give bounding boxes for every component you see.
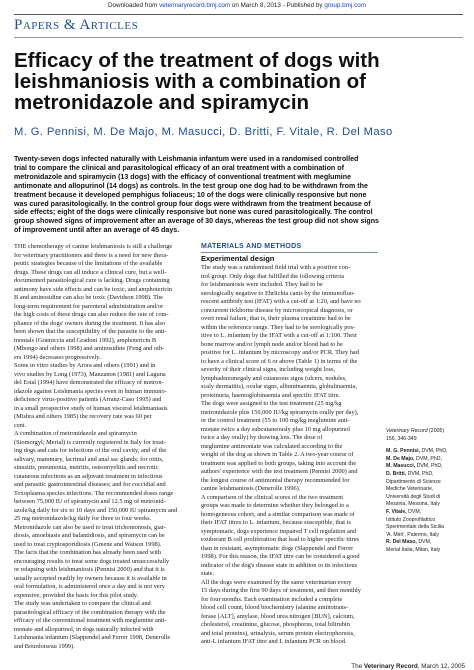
citation-volume: 156, 346-349 [386, 435, 417, 442]
abstract-line: Twenty-seven dogs infected naturally with Leishmania infantum were used in a randomised controlled [14, 155, 359, 163]
middle-column [201, 264, 378, 647]
methods-line: positive for L. infantum by microscopy and/or PCR. They had [201, 349, 359, 356]
methods-line: to have a clinical score of 6 or above (Table 1) in terms of the [201, 357, 358, 365]
sidebar-author-degree: DVM, PhD, [416, 463, 443, 470]
body-line: for veterinary practitioners and there is a need for new thera- [14, 251, 169, 259]
sidebar-affiliation-line: Merial Italia, Milan, Italy [386, 546, 441, 553]
methods-rule [201, 252, 378, 253]
citation [386, 428, 466, 436]
sidebar-author-name: M. De Majo, [386, 455, 415, 462]
methods-line: All the dogs were examined by the same veterinarian every [201, 578, 352, 586]
sidebar-author [386, 471, 466, 479]
footer-journal: Veterinary Record [363, 663, 418, 670]
methods-line: their IFAT titres to L. infantum, because susceptible, that is [201, 519, 351, 526]
methods-line: The dogs were assigned to the test treatment (25 mg/kg [201, 400, 342, 407]
abstract-line: of improvement until after an average of 45 days. [14, 226, 180, 235]
article-sidebar [386, 428, 466, 555]
methods-line: groups was made to determine whether they belonged to a [201, 502, 349, 509]
body-line: The facts that the combination has already been used with [14, 549, 162, 556]
body-line: 25 mg metronidazole/kg daily for three to four weeks. [14, 515, 152, 522]
methods-line: exuberant B cell proliferation that lead to higher specific titres [201, 536, 360, 543]
body-line: salivary, mammary, lacrimal and anal sac glands; for otitis, [14, 455, 164, 463]
sidebar-affiliation-line: Dipartimento di Scienze [386, 478, 441, 485]
methods-line: severity of their clinical signs, including weight loss, [201, 366, 336, 373]
body-line: drugs. These drugs can all induce a clinical cure, but a well- [14, 268, 167, 276]
methods-line: indicator of the dog's disease state in addition to its infectious [201, 561, 358, 569]
top-rule [14, 14, 463, 15]
body-line: monials (Gramiccia and Gradoni 1992), amphotericin B [14, 336, 157, 344]
abstract [14, 155, 460, 235]
body-line: documented parasitological cure is lacking. Drugs containing [14, 277, 170, 284]
methods-line: symptomatic, dogs experience impaired T cell regulation and [201, 527, 357, 535]
methods-line: rescent antibody test (IFAT) with a cut-off at 1:20, and have no [201, 298, 361, 305]
body-line: A combination of metronidazole and spiramycin [14, 430, 137, 437]
body-line: (Mishra and others 1985) the recovery rate was 60 per [14, 413, 152, 420]
body-line: sinusitis, pneumonia, metritis, osteomyelitis and necrotic [14, 464, 159, 471]
methods-line: canine leishmaniosis (Denerolle 1996). [201, 485, 301, 492]
body-line: B and aminosidine can also be toxic (Davidson 1998). The [14, 294, 163, 301]
body-line: idazole against Leishmania species even in human immuno- [14, 387, 167, 395]
sidebar-author-name: R. Del Maso, [386, 539, 417, 546]
methods-subheading: Experimental design [201, 254, 275, 263]
sidebar-author-degree: DVM, [408, 508, 422, 515]
methods-line: the longest course of antimonial therapy recommended for [201, 476, 350, 484]
body-line: efficacy of the conventional treatment with meglumine anti- [14, 617, 167, 624]
article-title [14, 50, 414, 113]
body-line: vivo studies by Long (1973), Manzanon (1981) and Laguna [14, 370, 166, 378]
site-link[interactable]: veterinaryrecord.bmj.com [159, 2, 231, 9]
body-line: cent. [14, 421, 27, 429]
download-middle: on March 8, 2013 - Published by [231, 2, 323, 9]
sidebar-affiliation-line: Sperimentale della Sicilia [386, 524, 444, 531]
body-line: ing dogs and cats for infections of the oral cavity, and of the [14, 447, 167, 454]
body-line: Metronidazole can also be used to treat trichomonosis, giar- [14, 523, 166, 531]
sidebar-affiliation-line: Messina, Messina, Italy [386, 501, 440, 508]
methods-line: weight of the dog as shown in Table 2. A two-year course of [201, 451, 354, 458]
citation-year: (2005) [429, 428, 445, 434]
abstract-line: side effects; eight of the dogs were clinically responsive but none was cured parasitologically. The control [14, 208, 373, 217]
body-line: Some in vitro studies by Arora and others (1991) and in [14, 362, 156, 369]
publisher-link[interactable]: group.bmj.com [324, 2, 366, 9]
methods-line: or the control treatment (55 to 100 mg/kg meglumine anti- [201, 417, 350, 424]
methods-line: trol group. Only dogs that fulfilled the following criteria [201, 272, 344, 280]
methods-line: The study was a randomised field trial with a positive con- [201, 264, 351, 271]
abstract-line: was cured parasitologically. In the control group four dogs were withdrawn from the treatment because of [14, 199, 371, 208]
methods-line: than in resistant, asymptomatic dogs (Slappendel and Ferrer [201, 544, 354, 552]
sidebar-author [386, 448, 466, 456]
citation-journal: Veterinary Record [386, 428, 428, 434]
download-prefix: Downloaded from [108, 2, 158, 9]
body-line: monate and allopurinol, in dogs naturally infected with [14, 625, 154, 633]
body-line: in a small prospective study of human visceral leishmaniasis [14, 404, 168, 412]
methods-heading: MATERIALS AND METHODS [201, 243, 302, 250]
footer-date: , March 12, 2005 [417, 663, 465, 670]
sidebar-author [386, 539, 466, 547]
body-line: (Mbongo and others 1998) and aminosidine (Feng and oth- [14, 345, 165, 352]
section-rule [14, 37, 463, 38]
methods-line: 1998). For this reason, the IFAT titre can be considered a good [201, 553, 360, 560]
sidebar-author-name: M. G. Pennisi, [386, 448, 421, 455]
title-line: leishmaniosis with a combination of [14, 70, 366, 93]
sidebar-author-degree: DVM, PhD, [416, 455, 442, 462]
body-line: peutic strategies because of the limitations of the available [14, 260, 163, 267]
methods-line: metronidazole plus 150,000 IU/kg spiramycin orally per day), [201, 408, 359, 416]
methods-line: for four months. Each examination included a complete [201, 595, 343, 603]
methods-line: monate twice a day subcutaneously plus 10 mg allopurinol [201, 425, 351, 433]
sidebar-author-degree: DVM, PhD, [421, 448, 448, 455]
methods-line: cholesterol, creatinine, glucose, phosphorus, total bilirubin [201, 621, 350, 628]
body-line: deficiency virus-positive patients (Arranz-Caso 1995) and [14, 396, 162, 403]
methods-line: treatment was applied to both groups, taking into account the [201, 459, 357, 467]
body-line: del Estal (1994) have demonstrated the efficacy of metron- [14, 379, 164, 386]
methods-line: overt renal failure, that is, their plasma creatinine had to be [201, 315, 351, 322]
body-line: diosis, amoebiasis and balantidiosis, and spiramycin can be [14, 532, 165, 539]
methods-line: proteinuria, haemoglobinaemia and specific IFAT titre. [201, 391, 341, 399]
methods-line: 15 days during the first 90 days of treatment, and then monthly [201, 587, 361, 594]
sidebar-author-degree: DVM, [418, 539, 432, 546]
sidebar-affiliation-line: Mediche Veterinarie, [386, 486, 434, 493]
methods-line: blood cell count, blood biochemistry (alanine aminotrans- [201, 604, 349, 611]
footer-prefix: The [351, 663, 363, 670]
body-line: ers 1994) decreases progressively. [14, 353, 101, 361]
body-line: Toxoplasma species infections. The recommended doses range [14, 489, 174, 497]
methods-line: ferase [ALT], amylase, blood urea nitrogen [BUN], calcium, [201, 612, 355, 620]
abstract-line: group showed signs of improvement after an average of 30 days, whereas the test group did not show signs [14, 217, 380, 226]
body-line: expensive, provided the basis for this pilot study. [14, 591, 139, 599]
methods-line: for leishmaniosis were included. They had to be [201, 281, 323, 288]
methods-line: scaly dermatitis), ocular signs, albuminaemia, globulinaemia, [201, 383, 357, 390]
body-line: or relapsing with leishmaniosis (Pennisi 2000) and that it is [14, 566, 165, 573]
sidebar-author [386, 456, 466, 464]
sidebar-affiliation-line: 'A. Mirri', Palermo, Italy [386, 531, 439, 538]
sidebar-author-name: F. Vitale, [386, 508, 407, 515]
sidebar-author-name: D. Britti, [386, 470, 407, 477]
methods-line: anti-L infantum IFAT titre and L infantum PCR on blood. [201, 638, 347, 645]
body-line: The study was undertaken to compare the clinical and [14, 600, 151, 607]
methods-line: concurrent tickborne disease by microscopical diagnosis, or [201, 306, 353, 314]
download-banner [0, 2, 474, 9]
methods-line: itive to L. infantum by the IFAT with a cut-off at 1:100. Their [201, 332, 357, 339]
body-line: encouraging results to treat some dogs treated unsuccessfully [14, 557, 170, 565]
body-line: antimony have side effects and can be toxic, and amphotericin [14, 285, 173, 293]
methods-line: lymphadenomegaly and cutaneous signs (ulcers, nodules, [201, 374, 347, 382]
body-line: azole/kg daily for six to 10 days and 150,000 IU spiramycin and [14, 506, 178, 514]
abstract-line: treatment because it developed pemphigus foliaceus; 10 of the dogs were clinically responsive but none [14, 190, 367, 199]
abstract-line: metronidazole and spiramycin (13 dogs) with the efficacy of conventional treatment with meglumine [14, 172, 352, 181]
abstract-line: antimonate and allopurinol (14 dogs) as controls. In the test group one dog had to be withdrawn from the [14, 181, 368, 190]
body-line: between 75,000 IU of spiramycin and 12.5 mg of metronid- [14, 498, 166, 505]
methods-line: state. [201, 570, 215, 577]
body-line: oral formulation, is administered once a day and is not very [14, 583, 165, 590]
body-line: and parasitic gastrointestinal diseases; and for coccidial and [14, 481, 166, 488]
methods-line: homogeneous cohort, and a similar comparison was made of [201, 510, 355, 518]
section-label: Papers & Articles [14, 17, 139, 33]
methods-line: and total proteins), urinalysis, serum protein electrophoresis, [201, 629, 355, 637]
body-line: usually accepted readily by owners because it is available in [14, 574, 167, 582]
methods-line: within the reference range. They had to be serologically pos- [201, 323, 356, 331]
sidebar-affiliation-line: Istituto Zooprofilattico [386, 516, 436, 523]
body-line: (Stomorgyl; Merial) is currently registered in Italy for treat- [14, 438, 166, 446]
body-line: THE chemotherapy of canine leishmaniosis is still a challenge [14, 243, 173, 250]
methods-line: bone marrow and/or lymph node and/or blood had to be [201, 340, 343, 348]
left-column [14, 243, 190, 651]
sidebar-affiliation-line: Università degli Studi di [386, 493, 441, 500]
body-line: long-term requirement for parenteral administration and/or [14, 302, 164, 310]
methods-line: meglumine antimoniate was calculated according to the [201, 442, 343, 450]
body-line: pliance of the dogs' owners during the treatment. It has also [14, 319, 166, 327]
methods-line: authors' experience with the test treatment (Pennisi 2000) and [201, 468, 358, 475]
body-line: and Bourdoiseau 1999). [14, 642, 75, 650]
methods-line: serologically negative to Ehrlichia canis by the immunofluo- [201, 289, 356, 297]
methods-line: A comparison of the clinical scores of the two treatment [201, 493, 344, 501]
sidebar-author-name: M. Masucci, [386, 463, 416, 470]
author-list: M. G. Pennisi, M. De Majo, M. Masucci, D. Britti, F. Vitale, R. Del Maso [14, 126, 393, 138]
page-footer [300, 663, 465, 670]
title-line: Efficacy of the treatment of dogs with [14, 49, 380, 72]
title-line: metronidazole and spiramycin [14, 91, 310, 114]
sidebar-author [386, 509, 466, 517]
methods-line: twice a day orally) by drawing lots. The dose of [201, 434, 323, 441]
body-line: used to treat cryptosporidiosis (Greene and Watson 1998). [14, 540, 162, 548]
body-line: cutaneous infections as an adjuvant treatment in infectious [14, 472, 163, 480]
sidebar-author [386, 463, 466, 471]
body-line: Leishmania infantum (Slappendel and Ferrer 1998, Denerolle [14, 634, 171, 641]
sidebar-author-degree: DVM, PhD, [407, 470, 434, 477]
abstract-line: trial to compare the clinical and parasitological efficacy of an oral treatment with a combination of [14, 163, 344, 172]
body-line: been shown that the susceptibility of the parasite to the anti- [14, 328, 167, 335]
body-line: parasitological efficacy of the combination therapy with the [14, 608, 166, 616]
body-line: the high costs of these drugs can also reduce the rate of com- [14, 311, 169, 318]
